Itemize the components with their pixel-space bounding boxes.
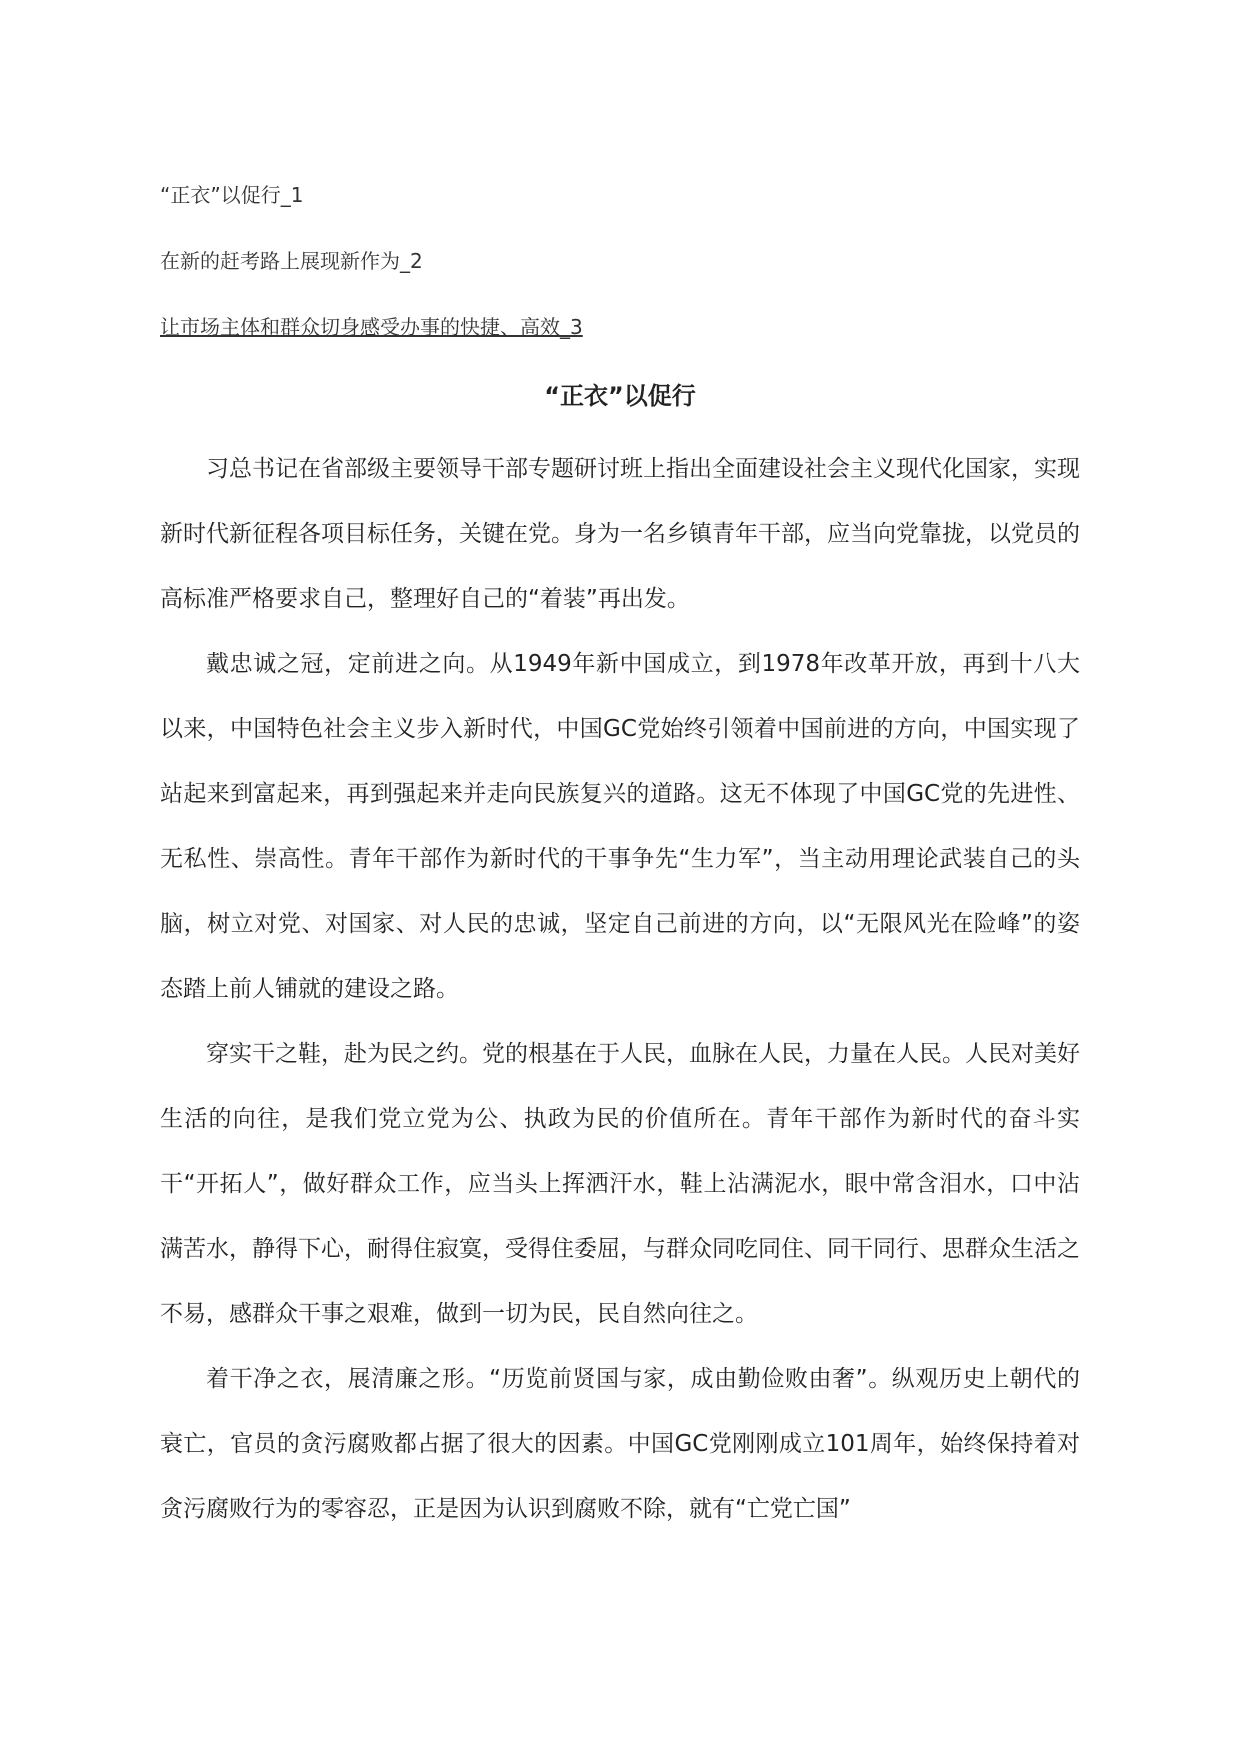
paragraph-3: 穿实干之鞋，赴为民之约。党的根基在于人民，血脉在人民，力量在人民。人民对美好生活的向往，是我们党立党为公、执政为民的价值所在。青年干部作为新时代的奋斗实干“开拓人”，做好群众工作，应当头上挥洒汗水，鞋上沾满泥水，眼中常含泪水，口中沾满苦水，静得下心，耐得住寂寞，受得住委屈，与群众同吃同住、同干同行、思群众生活之不易，感群众干事之艰难，做到一切为民，民自然向往之。 bbox=[160, 1041, 1080, 1327]
article-title: “正衣”以促行 bbox=[544, 382, 696, 410]
toc-item-2[interactable]: 在新的赶考路上展现新作为_2 bbox=[160, 249, 423, 273]
paragraph-2: 戴忠诚之冠，定前进之向。从1949年新中国成立，到1978年改革开放，再到十八大以来，中国特色社会主义步入新时代，中国GC党始终引领着中国前进的方向，中国实现了站起来到富起来，再到强起来并走向民族复兴的道路。这无不体现了中国GC党的先进性、无私性、崇高性。青年干部作为新时代的干事争先“生力军”，当主动用理论武装自己的头脑，树立对党、对国家、对人民的忠诚，坚定自己前进的方向，以“无限风光在险峰”的姿态踏上前人铺就的建设之路。 bbox=[160, 651, 1080, 1002]
paragraph-4: 着干净之衣，展清廉之形。“历览前贤国与家，成由勤俭败由奢”。纵观历史上朝代的衰亡，官员的贪污腐败都占据了很大的因素。中国GC党刚刚成立101周年，始终保持着对贪污腐败行为的零容忍，正是因为认识到腐败不除，就有“亡党亡国” bbox=[160, 1366, 1080, 1522]
toc-item-3[interactable]: 让市场主体和群众切身感受办事的快捷、高效_3 bbox=[160, 315, 583, 339]
article-body bbox=[160, 437, 1080, 1542]
table-of-contents bbox=[160, 180, 1080, 378]
toc-item-1[interactable]: “正衣”以促行_1 bbox=[160, 183, 304, 207]
paragraph-1: 习总书记在省部级主要领导干部专题研讨班上指出全面建设社会主义现代化国家，实现新时代新征程各项目标任务，关键在党。身为一名乡镇青年干部，应当向党靠拢，以党员的高标准严格要求自己，整理好自己的“着装”再出发。 bbox=[160, 456, 1080, 612]
